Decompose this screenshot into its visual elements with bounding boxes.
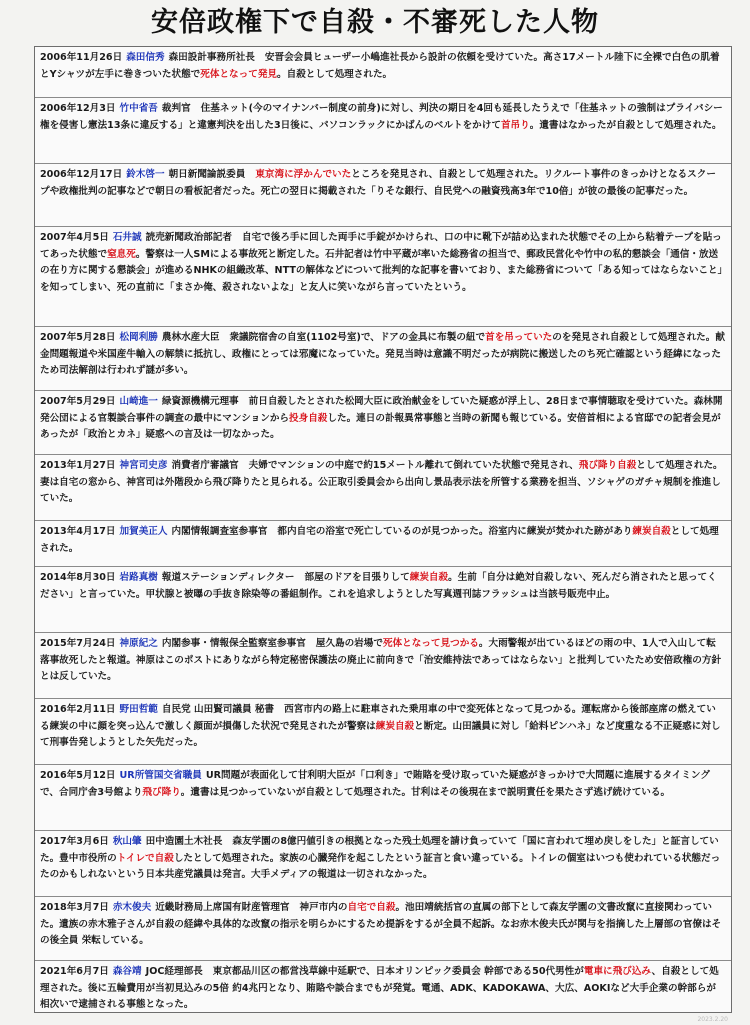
incident-date: 2007年5月29日 [40, 396, 116, 407]
person-name: 野田哲範 [119, 704, 158, 715]
incident-entry [35, 897, 731, 961]
description-text: UR問題が表面化して甘利明大臣が「口利き」で賄賂を受け取っていた疑惑がきっかけで大問題に進展するタイミングで、合同庁舎3号館より [40, 770, 710, 798]
description-text: 屋久島の岩場で [315, 638, 383, 649]
person-name: 山崎進一 [119, 396, 158, 407]
person-role: JOC経理部長 [145, 966, 203, 977]
cause-of-death-highlight: 飛び降り [142, 786, 181, 798]
person-role: 裁判官 [161, 103, 191, 114]
person-name: UR所管国交省職員 [119, 770, 202, 781]
description-text: 森友学園の8億円値引きの根拠となった残土処理を請け負っていて「国に言われて埋め戻しをした」と証言していた。豊中市役所の [40, 836, 719, 864]
person-name: 森谷靖 [112, 966, 142, 977]
incident-date: 2017年3月6日 [40, 836, 109, 847]
person-role: 内閣情報調査室参事官 [171, 526, 268, 537]
description-text: ところを発見され、自殺として処理された。リクルート事件のきっかけとなるスクープや政権批判の記事などで朝日の看板記者だった。死亡の翌日に掲載された「りそな銀行、自民党への融資残高3年で10倍」が彼の最後の記事だった。 [40, 169, 716, 197]
description-text: 住基ネット(今のマイナンバー制度の前身)に対し、判決の期日を4回も延長したうえで「住基ネットの強制はプライバシー権を侵害し憲法13条に違反する」と違憲判決を出した3日後に、パソコンラックにかばんのベルトをかけて [40, 103, 723, 131]
description-text: のを発見され自殺として処理された。献金問題報道や米国産牛輸入の解禁に抵抗し、政権にとっては邪魔になっていた。発見当時は意識不明だったが病院に搬送したのち死亡確認という経緯になったため司法解剖は行われず謎が多い。 [40, 332, 725, 376]
incident-entry [35, 567, 731, 633]
incident-entry [35, 961, 731, 1014]
person-role: 緑資源機構元理事 [161, 396, 239, 407]
person-role: 報道ステーションディレクター [161, 572, 295, 583]
person-role: 田中造園土木社長 [145, 836, 223, 847]
description-text: 。遺書は見つかっていないが自殺として処理された。甘利はその後現在まで説明責任を果たさず逃げ続けている。 [180, 786, 671, 798]
incident-entry [35, 699, 731, 765]
cause-of-death-highlight: 死体となって見つかる [382, 638, 479, 649]
person-role: 読売新聞政治部記者 [145, 232, 232, 243]
incident-date: 2006年12月3日 [40, 103, 116, 114]
incident-date: 2021年6月7日 [40, 966, 109, 977]
description-text: 自宅で後ろ手に回した両手に手錠がかけられ、口の中に靴下が詰め込まれた状態でその上から粘着テープを貼ってあった状態で [40, 232, 722, 260]
person-role: 近畿財務局上席国有財産管理官 [155, 902, 290, 913]
incident-date: 2013年1月27日 [40, 460, 116, 471]
incident-date: 2016年2月11日 [40, 704, 116, 715]
incident-date: 2018年3月7日 [40, 902, 109, 913]
incident-date: 2015年7月24日 [40, 638, 116, 649]
cause-of-death-highlight: 飛び降り自殺 [578, 460, 637, 471]
incident-date: 2013年4月17日 [40, 526, 116, 537]
person-name: 岩路真樹 [119, 572, 158, 583]
incident-entry [35, 633, 731, 699]
cause-of-death-highlight: 窒息死 [107, 248, 136, 260]
person-name: 石井誠 [112, 232, 142, 243]
incident-entry [35, 765, 731, 831]
description-text: 神戸市内の [299, 902, 348, 913]
description-text: 。生前「自分は絶対自殺しない、死んだら消されたと思ってください」と言っていた。甲状腺と被曝の手抜き除染等の番組制作。これを追求しようとした写真週刊誌フラッシュは当該号販売中止。 [40, 572, 717, 600]
page-title: 安倍政権下で自殺・不審死した人物 [151, 7, 599, 38]
person-role: 内閣参事・情報保全監察室参事官 [161, 638, 306, 649]
incident-entry [35, 164, 731, 227]
incident-date: 2007年5月28日 [40, 332, 116, 343]
incident-entry [35, 831, 731, 897]
description-text: 東京都品川区の都営浅草線中延駅で、日本オリンピック委員会 幹部である50代男性が [212, 966, 584, 977]
cause-of-death-highlight: 練炭自殺 [375, 720, 415, 732]
incident-date: 2016年5月12日 [40, 770, 116, 781]
person-name: 竹中省吾 [119, 103, 158, 114]
cause-of-death-highlight: 電車に飛び込み [583, 966, 652, 977]
cause-of-death-highlight: 自宅で自殺 [347, 902, 396, 913]
description-text: と断定。山田議員に対し「給料ピンハネ」など度重なる不正疑惑に対して刑事告発しようとした矢先だった。 [40, 720, 721, 748]
incident-entry [35, 98, 731, 164]
person-role: 農林水産大臣 [161, 332, 220, 343]
cause-of-death-highlight: 練炭自殺 [632, 526, 671, 537]
cause-of-death-highlight: 首を吊っていた [485, 332, 553, 343]
person-name: 松岡利勝 [119, 332, 158, 343]
person-name: 赤木俊夫 [112, 902, 152, 913]
description-text: 、自殺として処理された。後に五輪費用が当初見込みの5倍 約4兆円となり、賄賂や談合までもが発覚。電通、ADK、KADOKAWA、大広、AOKIなど大手企業の幹部らが相次いで逮捕される事態となった。 [40, 966, 719, 1010]
incident-date: 2007年4月5日 [40, 232, 109, 243]
person-name: 鈴木啓一 [126, 169, 165, 180]
description-text: 。遺書はなかったが自殺として処理された。 [529, 119, 722, 131]
description-text: 。大雨警報が出ているほどの雨の中、1人で入山して転落事故死したと報道。神原はこのポストにありながら特定秘密保護法の廃止に前向きで「治安維持法であってはならない」と批判していたため安倍政権の方針とは反していた。 [40, 638, 722, 682]
person-role: 消費者庁審議官 [171, 460, 239, 471]
cause-of-death-highlight: 練炭自殺 [409, 572, 449, 583]
incident-date: 2014年8月30日 [40, 572, 116, 583]
person-role: 自民党 山田賢司議員 秘書 [161, 704, 275, 715]
incident-table [34, 46, 732, 1013]
cause-of-death-highlight: 首吊り [500, 119, 530, 131]
incident-entry [35, 521, 731, 567]
description-text: したとして処理された。家族の心臓発作を起こしたという証言と食い違っている。トイレの個室はいつも使われている状態だったのかもしれないという日本共産党議員は発言。大手メディアの報道は一切されなかった。 [40, 852, 721, 880]
person-name: 森田信秀 [126, 52, 165, 63]
incident-entry [35, 47, 731, 98]
description-text: 前日自殺したとされた松岡大臣に政治献金をしていた疑惑が浮上し、28日まで事情聴取を受けていた。森林開発公団による官製談合事件の調査の最中にマンションから [40, 396, 723, 424]
cause-of-death-highlight: 東京湾に浮かんでいた [255, 169, 352, 180]
description-text: した。連日の訃報異常事態と当時の新聞も報じている。安倍首相による官邸での記者会見があったが「政治とカネ」疑惑への言及は一切なかった。 [40, 412, 721, 440]
description-text: 。自殺として処理された。 [277, 68, 393, 80]
incident-date: 2006年11月26日 [40, 52, 123, 63]
cause-of-death-highlight: 投身自殺 [289, 412, 328, 424]
incident-entry [35, 391, 731, 455]
description-text: 夫婦でマンションの中庭で約15メートル離れて倒れていた状態で発見され、 [248, 460, 579, 471]
description-text: 衆議院宿舎の自室(1102号室)で、ドアの金具に布製の紐で [229, 332, 486, 343]
incident-entry [35, 455, 731, 521]
person-name: 神原紀之 [119, 638, 158, 649]
description-text: として処理された。妻は自宅の窓から、神宮司は外階段から飛び降りたと見られる。公正取引委員会から出向し景品表示法を所管する業務を担当、ソシャゲのガチャ規制を推進していた。 [40, 460, 723, 504]
person-role: 朝日新聞論説委員 [168, 169, 246, 180]
person-name: 秋山肇 [112, 836, 142, 847]
cause-of-death-highlight: トイレで自殺 [116, 852, 174, 864]
description-text: 。池田靖統括官の直属の部下として森友学園の文書改竄に直接関わっていた。遺族の赤木雅子さんが自殺の経緯や具体的な改竄の指示を明らかにするため提訴をするが全員不起訴。なお赤木俊夫氏が関与を指摘した上層部の官僚はその後全員 栄転している。 [40, 902, 722, 946]
incident-date: 2006年12月17日 [40, 169, 123, 180]
description-text: 都内自宅の浴室で死亡しているのが見つかった。浴室内に練炭が焚かれた跡があり [277, 526, 633, 537]
watermark: 2023.2.20 [697, 1016, 728, 1023]
description-text: 。警察は一人SMによる事故死と断定した。石井記者は竹中平蔵が率いた総務省の担当で、郵政民営化や竹中の私的懇談会「通信・放送の在り方に関する懇談会」が進めるNHKの組織改革、NTTの解体などについて批判的な記事を書いており、また総務省について「ある知ってはならないこと」を知ってしまい、死の直前に「まさか俺、殺されないよな」と友人に笑いながら言っていたという。 [40, 248, 723, 293]
person-name: 加賀美正人 [119, 526, 168, 537]
incident-entry [35, 327, 731, 391]
cause-of-death-highlight: 死体となって発見 [200, 68, 278, 80]
description-text: 西宮市内の路上に駐車された乗用車の中で変死体となって見つかる。運転席から後部座席の燃えている練炭の中に顔を突っ込んで激しく顔面が損傷した状況で発見されたが警察は [40, 704, 716, 732]
description-text: 安晋会会員ヒューザー小嶋進社長から設計の依頼を受けていた。高さ17メートル陸下に全裸で白色の肌着とYシャツが左手に巻きついた状態で [40, 52, 720, 80]
incident-entry [35, 227, 731, 327]
person-name: 神宮司史彦 [119, 460, 168, 471]
description-text: として処理された。 [40, 526, 719, 554]
person-role: 森田設計事務所社長 [168, 52, 255, 63]
description-text: 部屋のドアを目張りして [304, 572, 410, 583]
